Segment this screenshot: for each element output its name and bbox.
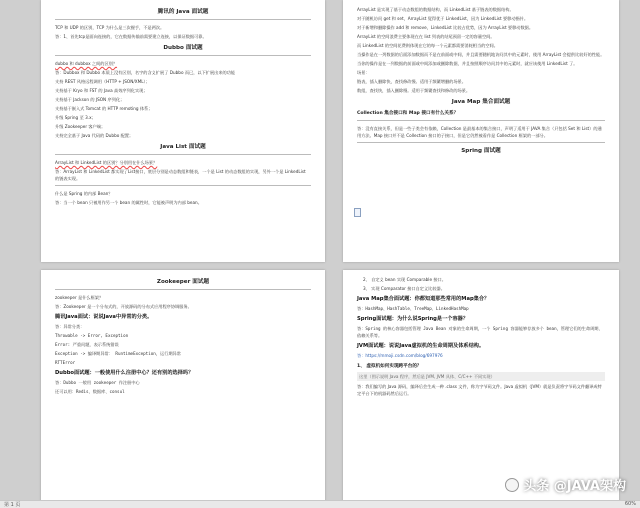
question-registry: Dubbo面试题：一般使用什么注册中心？还有别的选择吗？ xyxy=(55,370,194,376)
watermark-text: 头条 @JAVA架构 xyxy=(523,479,626,494)
answer-line: 支持完全基于 Java 代码的 Dubbo 配置； xyxy=(55,133,134,138)
answer-line: Error: 严重问题，表示系统错误 xyxy=(55,342,119,347)
answer-line: 答：Dubbox 和 Dubbo 本质上没有区别，名字的含义扩展了 Dubbo 而已，以下扩展出来的功能 xyxy=(55,70,236,75)
section-title-spring: Spring 面试题 xyxy=(461,148,501,154)
answer-zookeeper: 答：Zookeeper 是一个分布式的，开放源码的分布式应用程序协调服务。 xyxy=(55,304,192,309)
answer-line: Throwable -> Error, Exception xyxy=(55,333,129,338)
section-title-dubbo: Dubbo 面试题 xyxy=(163,45,203,51)
watermark xyxy=(505,475,626,494)
section-title-java-list: Java List 面试题 xyxy=(160,144,206,150)
status-bar xyxy=(0,500,640,508)
text-line: 链表，插入删除快，查找修改慢。适用于频繁增删的场景。 xyxy=(357,79,466,84)
answer-line: 支持基于 Jackson 的 JSON 序列化； xyxy=(55,97,125,102)
divider xyxy=(55,289,311,290)
answer-line: 升级 Zookeeper 客户端； xyxy=(55,124,106,129)
answer-tcp: 答：1、首先tcp是面向连接的，它在数据传输前需要建立连接，以保证数据可靠。 xyxy=(55,34,207,39)
answer-collection-map: 答：没有直接关系，但是一些子类会有依赖，Collection 是最基本的集合接口，声明了适用于 JAVA 集合（只包括 Set 和 List）的通用方法。Map 接口并不是 Collection 接口的子接口，但是它仍然被看作是 Collection 框架的一部分。 xyxy=(357,126,602,138)
question-map-types: Java Map集合面试题：你都知道那些常用的Map集合？ xyxy=(357,296,490,302)
text-line: 而 LinkedList 的空间花费则体现在它的每一个元素都需要消耗相当的空间。 xyxy=(357,43,498,48)
divider xyxy=(357,120,605,121)
question-jvm: JVM面试题：说说Java虚拟机的生命周期及体系结构。 xyxy=(357,343,485,349)
page-bottom-right xyxy=(343,270,619,502)
text-line: 当操作是在一列数据的后面添加数据而不是在前面或中间，并且需要随机地访问其中的元素时，使用 ArrayList 会提供比较好的性能。 xyxy=(357,52,605,57)
text-line: 2、 自定义 bean 实现 Comparable 接口。 xyxy=(363,277,446,282)
question-exception: 腾讯Java面试：说说Java中异常的分类。 xyxy=(55,314,153,320)
answer-line: 还可以用：Redis、数据库、consul xyxy=(55,389,125,394)
text-line: ArrayList 是实现了基于动态数组的数据结构，而 LinkedList 基于链表的数据结构。 xyxy=(357,7,514,12)
question-tcp: TCP 和 UDP 的区别，TCP 为什么是三次握手，不是两次。 xyxy=(55,25,165,30)
divider xyxy=(55,19,311,20)
section-title-tencent: 腾讯的 Java 面试题 xyxy=(157,9,209,15)
question-arraylist: ArrayList 和 LinkedList 的区别？分别用在什么场景？ xyxy=(55,160,158,165)
text-line: 对于新增和删除操作 add 和 remove，LinkedList 比较占优势，因为 ArrayList 要移动数据。 xyxy=(357,25,534,30)
answer-line: 升级 Spring 至 3.x； xyxy=(55,115,96,120)
answer-spring-container: 答：Spring 的核心容器包括管理 Java Bean 对象的生命周期，一个 Spring 容器能够存放多个 bean，管理它们的生命周期、依赖关系等。 xyxy=(357,326,603,338)
text-line: 3、 实现 Comparator 接口自定义比较器。 xyxy=(363,286,445,291)
text-line: 对于随机访问 get 和 set，ArrayList 觉得优于 LinkedList，因为 LinkedList 要移动指针。 xyxy=(357,16,529,21)
highlight-note: 这里（图示说明 Java 程序，然后是 JVM, JVM 具体、C/C++ 不同实现） xyxy=(357,372,605,381)
answer-line: Exception -> 编译期异常： RuntimeException，运行期异常 xyxy=(55,351,181,356)
answer-line: RTTError xyxy=(55,360,76,365)
divider xyxy=(55,154,311,155)
page-bottom-left xyxy=(41,270,325,502)
answer-inner-bean: 答：当一个 bean 只被用作另一个 bean 的属性时，它能被声明为内部 bean。 xyxy=(55,200,202,205)
answer-line: 支持 REST 风格远程调用（HTTP + JSON/XML）； xyxy=(55,79,150,84)
text-line: 当你的操作是在一列数据的前面或中间添加或删除数据，并且按照顺序访问其中的元素时，就应该使用 LinkedList 了。 xyxy=(357,61,578,66)
toutiao-logo-icon xyxy=(505,478,519,492)
question-inner-bean: 什么是 Spring 的内部 Bean？ xyxy=(55,191,113,196)
answer-line: 支持基于嵌入式 Tomcat 的 HTTP remoting 体系； xyxy=(55,106,153,111)
text-line: ArrayList 的空间浪费主要体现在在 list 列表的结尾预留一定的容量空间。 xyxy=(357,34,495,39)
page-top-left xyxy=(41,0,325,262)
question-collection-map: Collection 集合接口和 Map 接口有什么关系？ xyxy=(357,111,459,116)
answer-cross-platform: 答：我们编写的 Java 源码，编译后会生成一种 .class 文件，称为字节码文件。Java 虚拟机（JVM）就是负责将字节码文件翻译成特定平台下的机器码然后运行。 xyxy=(357,384,602,396)
answer-line: 答：异常分类： xyxy=(55,324,85,329)
divider xyxy=(55,185,311,186)
question-spring-container: Spring面试题：为什么说Spring是一个容器？ xyxy=(357,316,469,322)
answer-arraylist: 答：ArrayList 和 LinkedList 都实现了List接口，底层分别是动态数组和链表，一个是 List 的动态数组的实现，另外一个是 LinkedList 的链表实现。 xyxy=(55,169,306,181)
page-indicator: 第 1 页 xyxy=(4,502,21,508)
answer-map-types: 答：HashMap、HashTable、TreeMap、LinkedHashMap xyxy=(357,306,469,311)
text-line: 数组，查找快，插入删除慢。适用于频繁查找和修改的场景。 xyxy=(357,88,471,93)
question-zookeeper: zookeeper 是什么框架？ xyxy=(55,295,104,300)
zoom-level[interactable]: 60% xyxy=(624,501,636,507)
answer-jvm-link[interactable]: 答：https://mmoji.csdn.com/blog/697976 xyxy=(357,353,443,358)
text-line: 场景： xyxy=(357,70,370,75)
divider xyxy=(357,142,605,143)
answer-line: 支持基于 Kryo 和 FST 的 Java 高效序列化实现； xyxy=(55,88,148,93)
divider xyxy=(55,55,311,56)
page-top-right xyxy=(343,0,619,262)
question-cross-platform: 1、 虚拟机如何实现跨平台的？ xyxy=(357,364,422,369)
comment-margin-icon[interactable] xyxy=(354,208,361,217)
question-dubbox: dubbo 和 dubbox 之间的区别？ xyxy=(55,61,118,66)
answer-line: 答：Dubbo 一般用 zookeeper 作注册中心 xyxy=(55,380,140,385)
section-title-java-map: Java Map 集合面试题 xyxy=(451,99,511,105)
section-title-zookeeper: Zookeeper 面试题 xyxy=(156,279,210,285)
